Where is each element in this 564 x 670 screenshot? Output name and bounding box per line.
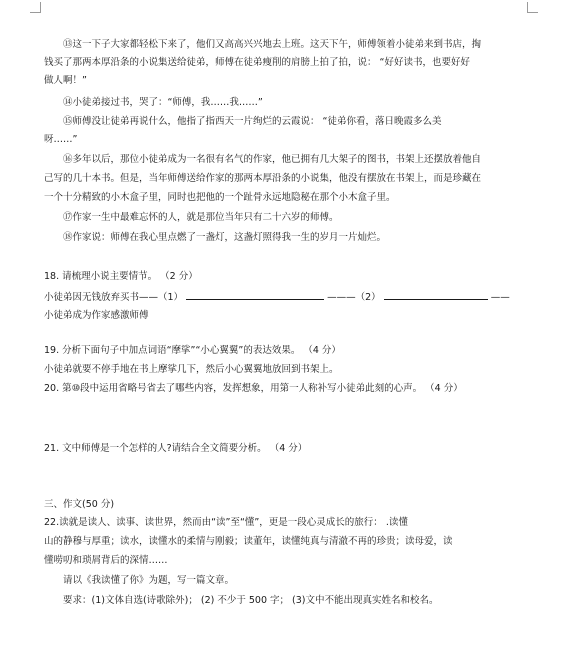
- question-18-prompt: 18. 请梳理小说主要情节。 （2 分）: [44, 271, 198, 282]
- paragraph-13-line-3: 做人啊！”: [44, 75, 87, 86]
- answer-blank-1[interactable]: [186, 290, 324, 300]
- paragraph-16-line-1: ⑯多年以后，那位小徒弟成为一名很有名气的作家，他已拥有几大架子的图书，书架上还摆放着他自: [63, 154, 482, 165]
- composition-topic: 请以《我读懂了你》为题，写一篇文章。: [63, 575, 235, 586]
- question-18-answer-start: 小徒弟因无钱放弃买书——（1）: [44, 292, 184, 303]
- question-18-answer-end: ——: [490, 292, 510, 303]
- composition-requirements: 要求：(1)文体自选(诗歌除外)； (2) 不少于 500 字； (3)文中不能出现真实姓名和校名。: [63, 595, 439, 606]
- question-18-answer-line: [44, 290, 510, 305]
- paragraph-16-line-2: 己写的几十本书。但是，当年师傅送给作家的那两本厚沿条的小说集，他没有摆放在书架上，而是珍藏在: [44, 173, 482, 184]
- question-19-prompt: 19. 分析下面句子中加点词语“摩挲”“小心翼翼”的表达效果。 （4 分）: [44, 345, 341, 356]
- answer-blank-2[interactable]: [384, 290, 488, 300]
- question-19-sentence: 小徒弟就要不停手地在书上摩挲几下，然后小心翼翼地放回到书架上。: [44, 364, 339, 375]
- question-22-line-2: 山的静穆与厚重；读水，读懂水的柔情与刚毅；读董年，读懂纯真与清澈不再的珍贵；读母爱，读: [44, 536, 453, 547]
- question-22-line-3: 懂唠叨和琐屑背后的深情……: [44, 555, 168, 566]
- paragraph-13-line-2: 钱买了那两本厚沿条的小说集送给徒弟，师傅在徒弟瘦削的肩膀上拍了拍，说： “好好读书，也要好好: [44, 57, 470, 68]
- question-20-prompt: 20. 第⑩段中运用省略号省去了哪些内容，发挥想象，用第一人称补写小徒弟此刻的心声。 （4 分）: [44, 383, 463, 394]
- question-22-line-1: 22.读就是读人、读事、读世界，然而由“读”至“懂”，更是一段心灵成长的旅行： .读懂: [44, 517, 408, 528]
- question-18-answer-middle: ———（2）: [327, 292, 381, 303]
- crop-mark-top-left: [30, 2, 41, 13]
- paragraph-18-line-1: ⑱作家说：师傅在我心里点燃了一盏灯，这盏灯照得我一生的岁月一片灿烂。: [63, 232, 387, 243]
- paragraph-14-line-1: ⑭小徒弟接过书，哭了：“师傅，我……我……”: [63, 97, 263, 108]
- paragraph-15-line-1: ⑮师傅没让徒弟再说什么，他指了指西天一片绚烂的云霞说： “徒弟你看，落日晚霞多么美: [63, 116, 442, 127]
- paragraph-17-line-1: ⑰作家一生中最难忘怀的人，就是那位当年只有二十六岁的师傅。: [63, 212, 339, 223]
- paragraph-13-line-1: ⑬这一下子大家都轻松下来了，他们又高高兴兴地去上班。这天下午，师傅领着小徒弟来到书店，掏: [63, 39, 482, 50]
- paragraph-15-line-2: 呀……”: [44, 134, 78, 145]
- composition-section-title: 三、作文(50 分): [44, 499, 115, 510]
- question-21-prompt: 21. 文中师傅是一个怎样的人?请结合全文简要分析。 （4 分）: [44, 443, 308, 454]
- crop-mark-top-right: [527, 2, 538, 13]
- question-18-answer-result: 小徒弟成为作家感激师傅: [44, 310, 149, 321]
- paragraph-16-line-3: 一个十分精致的小木盒子里，同时也把他的一个趾骨永远地隐秘在那个小木盒子里。: [44, 192, 396, 203]
